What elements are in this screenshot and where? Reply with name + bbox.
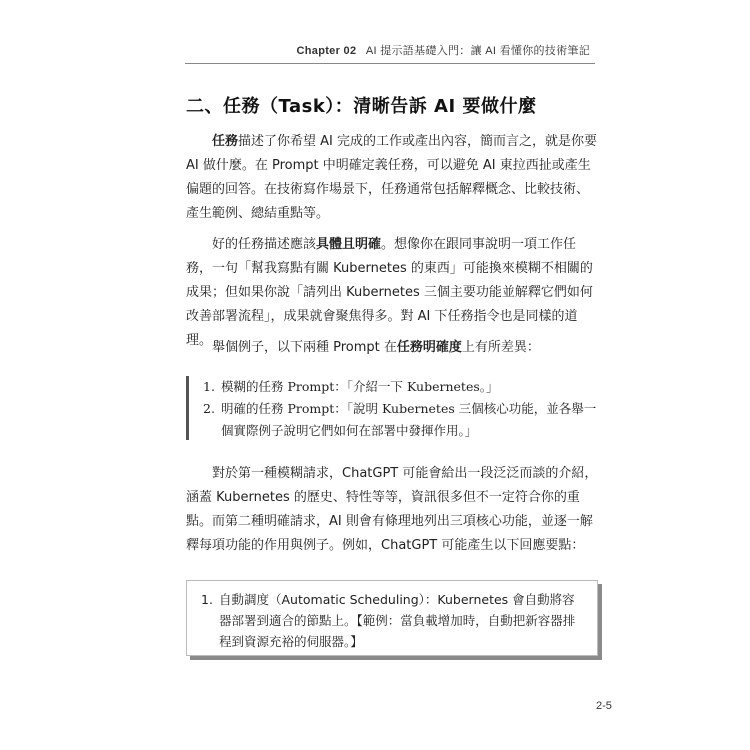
page-number: 2-5 xyxy=(596,700,612,712)
list-item xyxy=(203,376,601,398)
prompt-comparison-quote xyxy=(186,376,601,440)
prompt-list xyxy=(189,376,601,442)
list-text: 模糊的任務 Prompt：「介紹一下 Kubernetes。」 xyxy=(221,379,499,394)
paragraph-text: 好的任務描述應該 xyxy=(212,237,317,252)
response-example-box xyxy=(186,580,598,656)
running-header xyxy=(297,42,590,58)
paragraph-text: 。想像你在跟同事說明一項工作任務，一句「幫我寫點有關 Kubernetes 的東西」可能換來模糊不相關的成果；但如果你說「請列出 Kubernetes 三個主要功能並解釋它們如何改善部署流程」，成果就會聚焦得多。對 AI 下任務指令也是同樣的道理。 xyxy=(186,237,593,348)
chapter-label: Chapter 02 xyxy=(296,45,357,57)
list-item xyxy=(203,398,601,442)
paragraph-example-intro xyxy=(186,336,598,360)
chapter-title: AI 提示語基礎入門：讓 AI 看懂你的技術筆記 xyxy=(365,45,590,57)
paragraph-text: 對於第一種模糊請求，ChatGPT 可能會給出一段泛泛而談的介紹，涵蓋 Kubernetes 的歷史、特性等等，資訊很多但不一定符合你的重點。而第二種明確請求，AI 則會有條理地列出三項核心功能，並逐一解釋每項功能的作用與例子。例如，ChatGPT 可能產生以下回應要點： xyxy=(186,466,598,553)
paragraph-specific-task xyxy=(186,233,598,353)
paragraph-text: 上有所差異： xyxy=(461,340,540,355)
header-divider xyxy=(185,63,595,64)
paragraph-text: 描述了你希望 AI 完成的工作或產出內容，簡而言之，就是你要 AI 做什麼。在 Prompt 中明確定義任務，可以避免 AI 東拉西扯或產生偏題的回答。在技術寫作場景下，任務通常包括解釋概念、比較技術、產生範例、總結重點等。 xyxy=(186,134,598,221)
list-text: 自動調度（Automatic Scheduling）：Kubernetes 會自動將容器部署到適合的節點上。【範例：當負載增加時，自動把新容器排程到資源充裕的伺服器。】 xyxy=(219,592,576,649)
section-title: 二、任務（Task）：清晰告訴 AI 要做什麼 xyxy=(186,96,537,117)
paragraph-task-definition xyxy=(186,130,598,226)
bold-term: 任務 xyxy=(212,134,239,149)
paragraph-text: 舉個例子，以下兩種 Prompt 在 xyxy=(212,340,397,355)
list-number: 1. xyxy=(203,379,215,394)
response-list xyxy=(187,581,597,652)
list-item xyxy=(201,589,585,652)
paragraph-comparison-result xyxy=(186,462,598,558)
bold-term: 具體且明確 xyxy=(316,237,382,252)
list-number: 2. xyxy=(203,401,215,416)
list-text: 明確的任務 Prompt：「說明 Kubernetes 三個核心功能，並各舉一個實際例子說明它們如何在部署中發揮作用。」 xyxy=(221,401,597,438)
list-number: 1. xyxy=(201,592,213,607)
bold-term: 任務明確度 xyxy=(396,340,462,355)
